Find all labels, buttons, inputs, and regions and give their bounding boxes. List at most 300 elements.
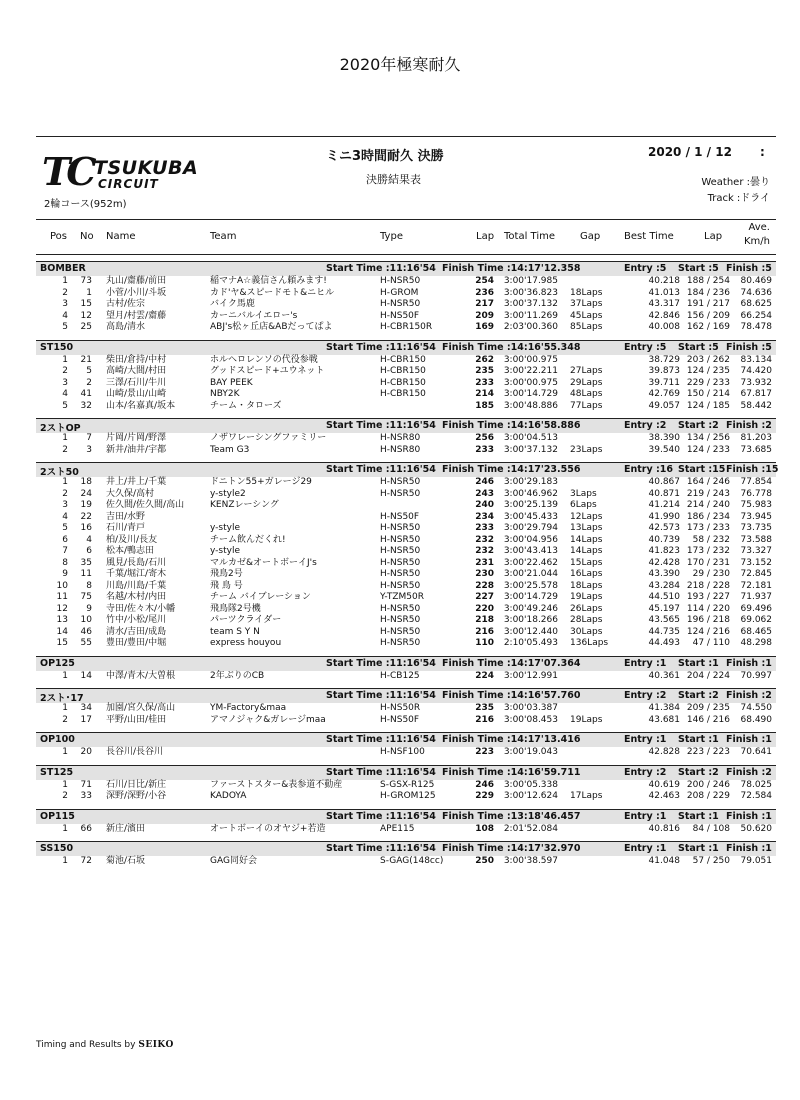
rider-names-cell: 川島/川島/千葉 [106,580,167,591]
gap-cell: 45Laps [570,310,603,321]
result-row [36,512,776,524]
rider-names-cell: 吉田/水野 [106,511,146,522]
no-cell: 32 [80,400,92,411]
laps-cell: 220 [475,603,494,614]
bike-type-cell: H-CB125 [380,670,420,681]
team-cell: 飛 鳥 号 [210,580,243,591]
best-lap-cell: 57 / 250 [692,856,730,866]
result-row [36,311,776,323]
col-name: Name [106,231,136,242]
col-ave-label: Ave. [748,222,770,233]
result-row [36,299,776,311]
no-cell: 3 [86,444,92,455]
bike-type-cell: H-NSF100 [380,747,425,757]
class-name: ST125 [40,766,74,778]
total-time-cell: 3:00'29.794 [503,523,558,533]
pos-cell: 12 [56,603,68,614]
class-name: 2スト50 [40,467,79,478]
bike-type-cell: H-CBR150 [380,366,426,376]
bike-type-cell: S-GSX-R125 [380,779,435,790]
best-lap-cell: 146 / 216 [686,714,730,725]
bike-type-cell: H-NSR50 [380,276,421,286]
class-section [36,765,776,803]
total-time-cell: 3:00'49.246 [503,603,558,614]
best-time-cell: 40.871 [648,488,680,499]
pos-cell: 4 [62,389,68,399]
start-count: Start :1 [678,810,719,822]
best-lap-cell: 203 / 262 [686,354,730,365]
laps-cell: 228 [475,580,494,591]
class-section [36,732,776,759]
ave-speed-cell: 73.945 [740,511,772,522]
result-row [36,856,776,868]
track-label: Track :ドライ [707,193,770,204]
total-time-cell: 3:00'14.729 [503,592,558,602]
no-cell: 19 [80,500,92,510]
best-time-cell: 44.735 [648,626,680,637]
class-section-header [36,733,776,747]
best-lap-cell: 184 / 236 [686,287,730,298]
best-time-cell: 40.008 [648,322,680,332]
class-section-header [36,341,776,355]
laps-cell: 110 [475,638,494,648]
col-ave-unit: Km/h [743,236,770,247]
start-count: Start :1 [678,657,719,669]
ave-speed-cell: 70.997 [740,670,772,681]
total-time-cell: 3:00'14.729 [503,389,558,399]
finish-count: Finish :5 [726,263,772,274]
best-lap-cell: 209 / 235 [686,703,730,713]
rider-names-cell: 平野/山田/桂田 [106,714,167,725]
laps-cell: 233 [475,444,494,455]
gap-cell: 19Laps [570,592,603,602]
finish-time: Finish Time :14:16'58.886 [442,420,581,431]
ave-speed-cell: 68.465 [740,626,772,637]
finish-time: Finish Time :14:16'57.760 [442,690,581,701]
race-date: 2020 / 1 / 12 [648,145,732,159]
pos-cell: 2 [62,714,68,725]
result-row [36,445,776,457]
pos-cell: 5 [62,400,68,411]
best-lap-cell: 124 / 233 [686,444,730,455]
rider-names-cell: 片岡/片岡/野澤 [106,433,167,443]
gap-cell: 48Laps [570,389,603,399]
result-row [36,546,776,558]
result-row [36,477,776,489]
rider-names-cell: 豊田/豊田/中堀 [106,638,167,648]
entry-count: Entry :16 [624,464,673,475]
laps-cell: 216 [475,626,494,637]
best-time-cell: 40.218 [648,276,680,286]
result-row [36,558,776,570]
result-row [36,401,776,413]
bike-type-cell: H-NSR50 [380,626,421,637]
ave-speed-cell: 70.641 [740,747,772,757]
laps-cell: 216 [475,714,494,725]
rider-names-cell: 古村/佐宗 [106,299,146,309]
laps-cell: 230 [475,569,494,579]
team-cell: グッドスピード+ユウネット [210,366,325,376]
best-time-cell: 39.711 [648,377,680,388]
class-section [36,656,776,683]
pos-cell: 1 [62,276,68,286]
no-cell: 66 [80,823,92,834]
pos-cell: 7 [62,546,68,556]
best-lap-cell: 193 / 227 [686,592,730,602]
no-cell: 14 [80,670,92,681]
rider-names-cell: 石川/日比/新庄 [106,779,167,790]
rider-names-cell: 竹中/小松/尾川 [106,615,167,625]
best-lap-cell: 156 / 209 [686,310,730,321]
best-lap-cell: 124 / 216 [686,626,730,637]
bike-type-cell: H-NSR50 [380,523,421,533]
rider-names-cell: 佐久間/佐久間/高山 [106,500,185,510]
no-cell: 72 [80,856,92,866]
col-pos: Pos [50,231,68,242]
footer-brand: SEIKO [138,1040,174,1050]
race-title: ミニ3時間耐久 決勝 [326,149,444,164]
rider-names-cell: 高崎/大間/村田 [106,366,167,376]
bike-type-cell: H-CBR150 [380,354,426,365]
team-cell: ノザワレーシングファミリー [210,433,327,443]
team-cell: y-style [210,546,240,556]
pos-cell: 4 [62,310,68,321]
team-cell: 稲マナA☆義信さん頼みます! [210,276,327,286]
finish-time: Finish Time :14:17'23.556 [442,464,581,475]
gap-cell: 13Laps [570,523,603,533]
total-time-cell: 3:00'00.975 [503,354,558,365]
bike-type-cell: H-NSR50 [380,299,421,309]
class-section-header [36,463,779,478]
best-lap-cell: 84 / 108 [692,823,730,834]
gap-cell: 30Laps [570,626,603,637]
result-row [36,615,776,627]
bike-type-cell: H-CBR150 [380,377,426,388]
result-row [36,569,776,581]
start-count: Start :15 [678,464,726,475]
no-cell: 16 [80,523,92,533]
gap-cell: 18Laps [570,287,603,298]
team-cell: ファーストスター&表参道不動産 [210,779,343,790]
ave-speed-cell: 73.588 [740,534,772,545]
total-time-cell: 3:00'38.597 [503,856,558,866]
gap-cell: 136Laps [570,638,609,648]
best-time-cell: 43.681 [648,714,680,725]
logo-sub: CIRCUIT [98,177,159,191]
ave-speed-cell: 71.937 [740,592,772,602]
class-name: 2ストOP [40,423,81,434]
team-cell: パーツクライダー [210,615,282,625]
finish-count: Finish :1 [726,810,772,822]
gap-cell: 85Laps [570,322,603,332]
result-row [36,322,776,334]
start-time: Start Time :11:16'54 [326,657,436,669]
laps-cell: 214 [475,389,494,399]
bike-type-cell: H-NSR50 [380,569,421,579]
total-time-cell: 3:00'25.578 [503,580,558,591]
gap-cell: 6Laps [570,500,597,510]
gap-cell: 29Laps [570,377,603,388]
team-cell: マルカゼ&オートボーイJ's [210,557,317,568]
col-team: Team [210,231,237,242]
best-time-cell: 42.769 [648,389,680,399]
laps-cell: 262 [475,354,494,365]
best-time-cell: 40.739 [648,534,680,545]
ave-speed-cell: 58.442 [740,400,772,411]
pos-cell: 2 [62,488,68,499]
pos-cell: 1 [62,477,68,487]
ave-speed-cell: 50.620 [740,823,772,834]
rider-names-cell: 深野/深野/小谷 [106,791,167,801]
rider-names-cell: 丸山/齋藤/前田 [106,276,167,286]
no-cell: 24 [80,488,92,499]
finish-count: Finish :2 [726,420,772,431]
total-time-cell: 2:10'05.493 [503,638,558,648]
ave-speed-cell: 72.845 [740,569,772,579]
class-section [36,261,776,334]
col-lap: Lap [476,231,495,242]
rider-names-cell: 三澤/石川/牛川 [106,377,167,388]
gap-cell: 26Laps [570,603,603,614]
best-lap-cell: 150 / 214 [686,389,730,399]
total-time-cell: 3:00'04.956 [503,534,558,545]
class-name: ST150 [40,341,74,353]
ave-speed-cell: 74.420 [740,366,772,376]
best-time-cell: 41.990 [648,511,680,522]
best-lap-cell: 162 / 169 [686,322,730,332]
pos-cell: 3 [62,299,68,309]
results-sheet [36,136,779,868]
pos-cell: 3 [62,377,68,388]
result-row [36,638,776,650]
gap-cell: 28Laps [570,615,603,625]
total-time-cell: 3:00'45.433 [503,511,558,522]
class-section-header [36,657,776,671]
result-row [36,500,776,512]
no-cell: 18 [80,477,92,487]
result-row [36,824,776,836]
entry-count: Entry :1 [624,657,667,669]
ave-speed-cell: 83.134 [740,354,772,365]
total-time-cell: 3:00'36.823 [503,287,558,298]
best-time-cell: 42.573 [648,523,680,533]
no-cell: 33 [80,791,92,801]
result-row [36,389,776,401]
logo-name: TSUKUBA [94,157,199,179]
total-time-cell: 3:00'17.985 [503,276,558,286]
laps-cell: 234 [475,511,494,522]
entry-count: Entry :2 [624,690,667,701]
start-count: Start :1 [678,843,719,854]
total-time-cell: 3:00'19.043 [503,747,558,757]
rider-names-cell: 新庄/濱田 [106,823,146,834]
entry-count: Entry :5 [624,341,667,353]
best-time-cell: 41.013 [648,287,680,298]
gap-cell: 3Laps [570,488,597,499]
result-row [36,378,776,390]
laps-cell: 231 [475,557,494,568]
finish-time: Finish Time :14:16'55.348 [442,341,581,353]
no-cell: 25 [80,322,92,332]
class-section [36,462,779,650]
total-time-cell: 3:00'11.269 [503,310,558,321]
no-cell: 46 [80,626,92,637]
team-cell: カド'ヤ&スピードモト&ニヒル [210,287,335,298]
finish-time: Finish Time :14:17'13.416 [442,734,581,745]
pos-cell: 3 [62,500,68,510]
team-cell: 飛鳥隊2号機 [210,603,261,614]
ave-speed-cell: 76.778 [740,488,772,499]
result-row [36,780,776,792]
pos-cell: 1 [62,747,68,757]
gap-cell: 19Laps [570,714,603,725]
no-cell: 34 [80,703,92,713]
results-sections [36,261,779,868]
best-time-cell: 43.317 [648,299,680,309]
best-lap-cell: 164 / 246 [686,477,730,487]
pos-cell: 14 [56,626,68,637]
best-lap-cell: 134 / 256 [686,433,730,443]
best-lap-cell: 208 / 229 [686,791,730,801]
team-cell: ABJ's松ヶ丘店&ABだってぱよ [210,322,333,332]
total-time-cell: 3:00'00.975 [503,377,558,388]
no-cell: 20 [80,747,92,757]
laps-cell: 256 [475,433,494,443]
logo-mark: TC [42,149,93,194]
rider-names-cell: 山崎/景山/山崎 [106,389,167,399]
laps-cell: 246 [475,477,494,487]
best-lap-cell: 173 / 232 [686,546,730,556]
best-lap-cell: 200 / 246 [686,779,730,790]
result-row [36,535,776,547]
rider-names-cell: 長谷川/長谷川 [106,747,164,757]
total-time-cell: 3:00'08.453 [503,714,558,725]
ave-speed-cell: 78.478 [740,322,772,332]
bike-type-cell: H-NS50R [380,703,421,713]
laps-cell: 223 [475,747,494,757]
best-time-cell: 43.390 [648,569,680,579]
best-time-cell: 42.846 [648,310,680,321]
class-section-header [36,766,776,780]
rider-names-cell: 清水/吉田/成島 [106,626,167,637]
rider-names-cell: 風見/長島/石川 [106,557,167,568]
no-cell: 7 [86,433,92,443]
laps-cell: 224 [475,670,494,681]
team-cell: チーム・タローズ [210,400,282,411]
laps-cell: 254 [475,276,494,286]
laps-cell: 218 [475,615,494,625]
bike-type-cell: H-NSR50 [380,580,421,591]
gap-cell: 27Laps [570,366,603,376]
ave-speed-cell: 74.550 [740,703,772,713]
laps-cell: 209 [475,310,494,321]
gap-cell: 14Laps [570,534,603,545]
col-ave [744,221,770,249]
team-cell: team S Y N [210,626,260,637]
no-cell: 2 [86,377,92,388]
ave-speed-cell: 78.025 [740,779,772,790]
result-row [36,489,776,501]
best-time-cell: 45.197 [648,603,680,614]
ave-speed-cell: 77.854 [740,477,772,487]
start-count: Start :5 [678,263,719,274]
results-header [36,137,776,219]
finish-count: Finish :15 [726,464,779,475]
class-section [36,340,776,413]
no-cell: 35 [80,557,92,568]
total-time-cell: 3:00'37.132 [503,299,558,309]
best-time-cell: 40.361 [648,670,680,681]
best-lap-cell: 229 / 233 [686,377,730,388]
bike-type-cell: H-NSR50 [380,488,421,499]
result-row [36,747,776,759]
pos-cell: 2 [62,287,68,298]
best-time-cell: 44.493 [648,638,680,648]
pos-cell: 13 [56,615,68,625]
total-time-cell: 3:00'04.513 [503,433,558,443]
col-type: Type [380,231,403,242]
entry-count: Entry :5 [624,263,667,274]
class-name: OP100 [40,734,75,745]
pos-cell: 6 [62,534,68,545]
ave-speed-cell: 66.254 [740,310,772,321]
result-row [36,581,776,593]
ave-speed-cell: 79.051 [740,856,772,866]
result-row [36,366,776,378]
best-time-cell: 39.873 [648,366,680,376]
result-row [36,715,776,727]
bike-type-cell: S-GAG(148cc) [380,856,444,866]
pos-cell: 1 [62,856,68,866]
total-time-cell: 3:00'29.183 [503,477,558,487]
best-lap-cell: 173 / 233 [686,523,730,533]
team-cell: Team G3 [210,444,250,455]
rider-names-cell: 井上/井上/千葉 [106,477,167,487]
team-cell: 飛鳥2号 [210,569,243,579]
finish-time: Finish Time :14:17'12.358 [442,263,581,274]
rider-names-cell: 加園/宮久保/高山 [106,703,176,713]
laps-cell: 108 [475,823,494,834]
best-lap-cell: 219 / 243 [686,488,730,499]
laps-cell: 185 [475,400,494,411]
team-cell: YM-Factory&maa [210,703,287,713]
start-count: Start :1 [678,734,719,745]
rider-names-cell: 中澤/青木/大曽根 [106,670,176,681]
best-lap-cell: 188 / 254 [686,276,730,286]
laps-cell: 243 [475,488,494,499]
gap-cell: 37Laps [570,299,603,309]
date-colon: : [760,145,765,159]
best-lap-cell: 124 / 235 [686,366,730,376]
best-time-cell: 41.384 [648,703,680,713]
no-cell: 41 [80,389,92,399]
total-time-cell: 3:00'25.139 [503,500,558,510]
ave-speed-cell: 68.490 [740,714,772,725]
no-cell: 10 [80,615,92,625]
total-time-cell: 3:00'12.624 [503,791,558,801]
best-lap-cell: 58 / 232 [692,534,730,545]
finish-count: Finish :1 [726,734,772,745]
pos-cell: 1 [62,354,68,365]
best-lap-cell: 47 / 110 [692,638,730,648]
class-name: OP115 [40,810,75,822]
gap-cell: 17Laps [570,791,603,801]
no-cell: 8 [86,580,92,591]
gap-cell: 16Laps [570,569,603,579]
laps-cell: 232 [475,534,494,545]
start-count: Start :2 [678,766,719,778]
best-time-cell: 41.214 [648,500,680,510]
